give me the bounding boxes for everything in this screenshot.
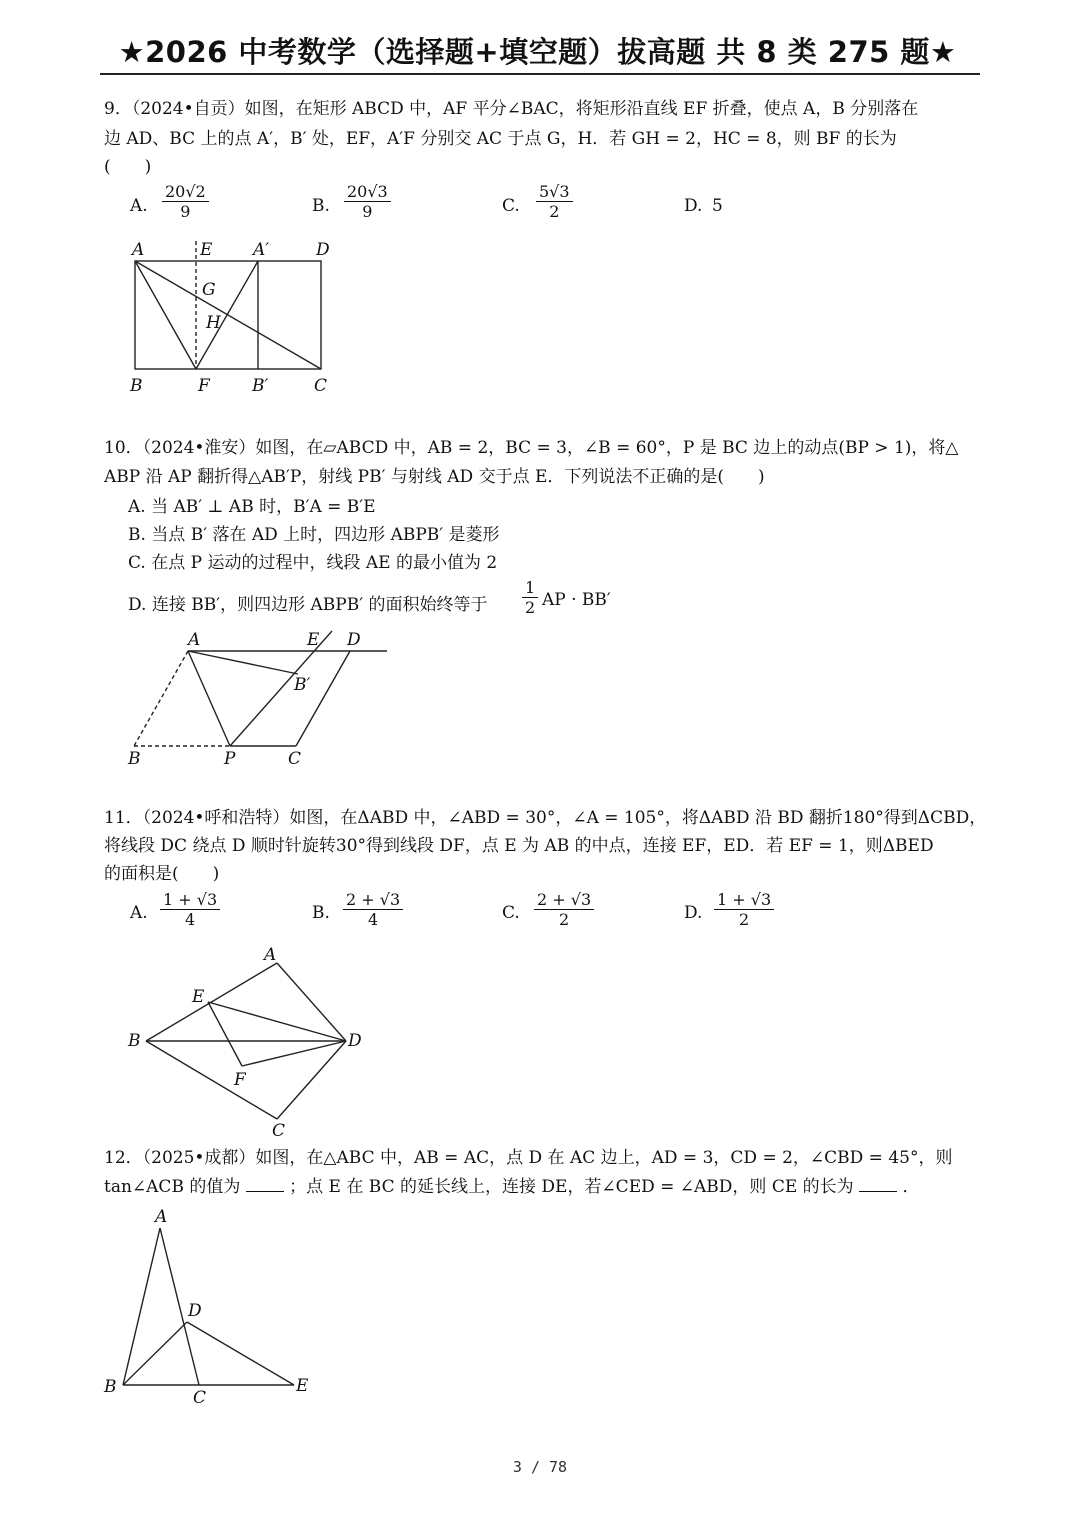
q10-option-c-text: 在点 P 运动的过程中，线段 AE 的最小值为 2: [151, 553, 498, 573]
q9-label-d: D: [316, 240, 330, 260]
q10-segment-ap: [188, 651, 230, 746]
q11-segment-bc: [146, 1041, 277, 1119]
q9-option-a-denominator: 9: [180, 202, 191, 221]
q10-option-a-letter: A.: [128, 497, 146, 517]
q11-label-a: A: [264, 945, 277, 965]
q10-option-d-numerator: 1: [522, 578, 538, 598]
q9-option-d-value: 5: [712, 196, 723, 216]
q10-option-c-letter: C.: [128, 553, 146, 573]
q10-option-b-letter: B.: [128, 525, 146, 545]
q9-option-d-letter: D.: [684, 196, 703, 216]
q10-option-d-text-before: 连接 BB′，则四边形 ABPB′ 的面积始终等于: [151, 595, 488, 615]
q11-label-e: E: [192, 987, 205, 1007]
q9-option-c-denominator: 2: [549, 202, 560, 221]
q11-label-f: F: [234, 1070, 246, 1090]
q12-text-part3: ．: [902, 1177, 920, 1197]
q10-option-d-letter: D.: [128, 595, 147, 615]
q12-figure: [98, 1200, 338, 1419]
q11-option-b-denominator: 4: [367, 910, 379, 929]
q11-option-a-denominator: 4: [184, 910, 196, 929]
q9-label-h: H: [206, 313, 221, 333]
q9-label-b: B: [130, 376, 143, 396]
q10-segment-cd: [296, 651, 350, 746]
q12-label-b: B: [104, 1377, 117, 1397]
q10-option-d-text-after: AP · BB′: [542, 590, 611, 610]
q11-segment-cd: [277, 1041, 346, 1119]
q11-stem-line1: 11．（2024•呼和浩特）如图，在ΔABD 中，∠ABD = 30°，∠A = 105°，将ΔABD 沿 BD 翻折180°得到ΔCBD，: [104, 808, 987, 828]
q9-label-g: G: [202, 280, 216, 300]
q10-option-b: [128, 520, 500, 545]
q10-label-b: B: [128, 749, 141, 769]
q11-option-a-letter: A.: [130, 903, 148, 923]
q11-option-c-numerator: 2 + √3: [534, 890, 594, 910]
q10-label-d: D: [347, 630, 361, 650]
q12-answer-blank-1[interactable]: [246, 1177, 284, 1192]
page-number: 3 / 78: [512, 1458, 568, 1476]
q10-label-b-prime: B′: [294, 675, 311, 695]
q11-stem-line3: 的面积是( ): [104, 864, 220, 884]
q11-option-c-fraction: [534, 890, 594, 929]
q9-label-f: F: [198, 376, 210, 396]
q11-option-d-numerator: 1 + √3: [714, 890, 774, 910]
q10-label-p: P: [224, 749, 236, 769]
q12-stem-line1: 12．（2025•成都）如图，在△ABC 中，AB = AC，点 D 在 AC 边上，AD = 3，CD = 2，∠CBD = 45°，则: [104, 1148, 953, 1168]
q10-label-a: A: [188, 630, 201, 650]
q12-text-part2: ；点 E 在 BC 的延长线上，连接 DE，若∠CED = ∠ABD，则 CE 的长为: [289, 1177, 854, 1197]
q9-label-b-prime: B′: [252, 376, 269, 396]
q11-option-c-letter: C.: [502, 903, 520, 923]
q10-option-a-text: 当 AB′ ⊥ AB 时，B′A = B′E: [151, 497, 376, 517]
q10-option-b-text: 当点 B′ 落在 AD 上时，四边形 ABPB′ 是菱形: [151, 525, 500, 545]
q9-label-e: E: [200, 240, 213, 260]
q12-segment-bd: [123, 1322, 187, 1385]
q12-answer-blank-2[interactable]: [859, 1177, 897, 1192]
q10-option-d: [128, 590, 487, 615]
q11-label-b: B: [128, 1031, 141, 1051]
q11-option-b-fraction: [343, 890, 403, 929]
q11-segment-fd: [242, 1041, 346, 1066]
page-title: ★2026 中考数学（选择题+填空题）拔高题 共 8 类 275 题★: [118, 35, 957, 69]
q10-option-a: [128, 492, 376, 517]
q10-label-e: E: [307, 630, 320, 650]
q9-option-c-fraction: [536, 182, 573, 221]
q11-label-c: C: [272, 1121, 286, 1138]
q10-option-c: [128, 548, 497, 573]
q10-figure: [122, 626, 392, 775]
q9-option-a-numerator: 20√2: [162, 182, 209, 202]
q9-option-b-denominator: 9: [362, 202, 373, 221]
q9-segment-af: [135, 261, 196, 369]
q12-stem-line2: [104, 1172, 919, 1197]
q11-option-c-denominator: 2: [558, 910, 570, 929]
q12-text-part1: tan∠ACB 的值为: [104, 1177, 241, 1197]
q9-stem-line2: 边 AD、BC 上的点 A′，B′ 处，EF，A′F 分别交 AC 于点 G，H．若 GH = 2，HC = 8，则 BF 的长为: [104, 129, 897, 149]
q11-option-d-letter: D.: [684, 903, 703, 923]
q12-label-e: E: [296, 1376, 309, 1396]
q9-figure: [120, 236, 350, 405]
q9-option-a-letter: A.: [130, 196, 148, 216]
q12-label-c: C: [193, 1388, 207, 1408]
q9-option-c-numerator: 5√3: [536, 182, 573, 202]
q12-segment-ab: [123, 1228, 160, 1385]
q10-segment-ab2: [188, 651, 298, 674]
q9-option-a-fraction: [162, 182, 209, 221]
q11-segment-ba: [146, 963, 277, 1041]
q10-option-d-fraction: [522, 578, 538, 617]
q9-option-b-fraction: [344, 182, 391, 221]
q11-segment-ad: [277, 963, 346, 1041]
q9-option-c-letter: C.: [502, 196, 520, 216]
q11-option-d-fraction: [714, 890, 774, 929]
q12-segment-de: [187, 1322, 294, 1385]
q9-diagonal-ac: [135, 261, 321, 369]
q9-label-c: C: [314, 376, 328, 396]
q9-option-b-letter: B.: [312, 196, 330, 216]
q12-label-a: A: [155, 1207, 168, 1227]
q9-stem-line3: ( ): [104, 157, 152, 177]
q10-stem-line2: ABP 沿 AP 翻折得△AB′P，射线 PB′ 与射线 AD 交于点 E．下列说法不正确的是( ): [104, 467, 765, 487]
q11-option-b-letter: B.: [312, 903, 330, 923]
q11-figure: [122, 938, 382, 1142]
q9-option-b-numerator: 20√3: [344, 182, 391, 202]
header-divider: [100, 73, 980, 75]
q11-option-b-numerator: 2 + √3: [343, 890, 403, 910]
q10-label-c: C: [288, 749, 302, 769]
q9-label-a-prime: A′: [253, 240, 270, 260]
q9-stem-line1: 9．（2024•自贡）如图，在矩形 ABCD 中，AF 平分∠BAC，将矩形沿直线 EF 折叠，使点 A，B 分别落在: [104, 99, 919, 119]
q11-segment-ef: [208, 1002, 242, 1066]
q10-option-d-denominator: 2: [525, 598, 536, 617]
q11-option-a-fraction: [160, 890, 220, 929]
q10-stem-line1: 10．（2024•淮安）如图，在▱ABCD 中，AB = 2，BC = 3，∠B = 60°，P 是 BC 边上的动点(BP > 1)，将△: [104, 438, 959, 458]
q11-stem-line2: 将线段 DC 绕点 D 顺时针旋转30°得到线段 DF，点 E 为 AB 的中点，连接 EF，ED．若 EF = 1，则ΔBED: [104, 836, 934, 856]
q11-option-a-numerator: 1 + √3: [160, 890, 220, 910]
q10-segment-ab-dashed: [134, 651, 188, 746]
q11-option-d-denominator: 2: [738, 910, 750, 929]
q11-label-d: D: [348, 1031, 362, 1051]
q12-label-d: D: [188, 1301, 202, 1321]
q9-label-a: A: [132, 240, 145, 260]
q11-segment-ed: [208, 1002, 346, 1041]
